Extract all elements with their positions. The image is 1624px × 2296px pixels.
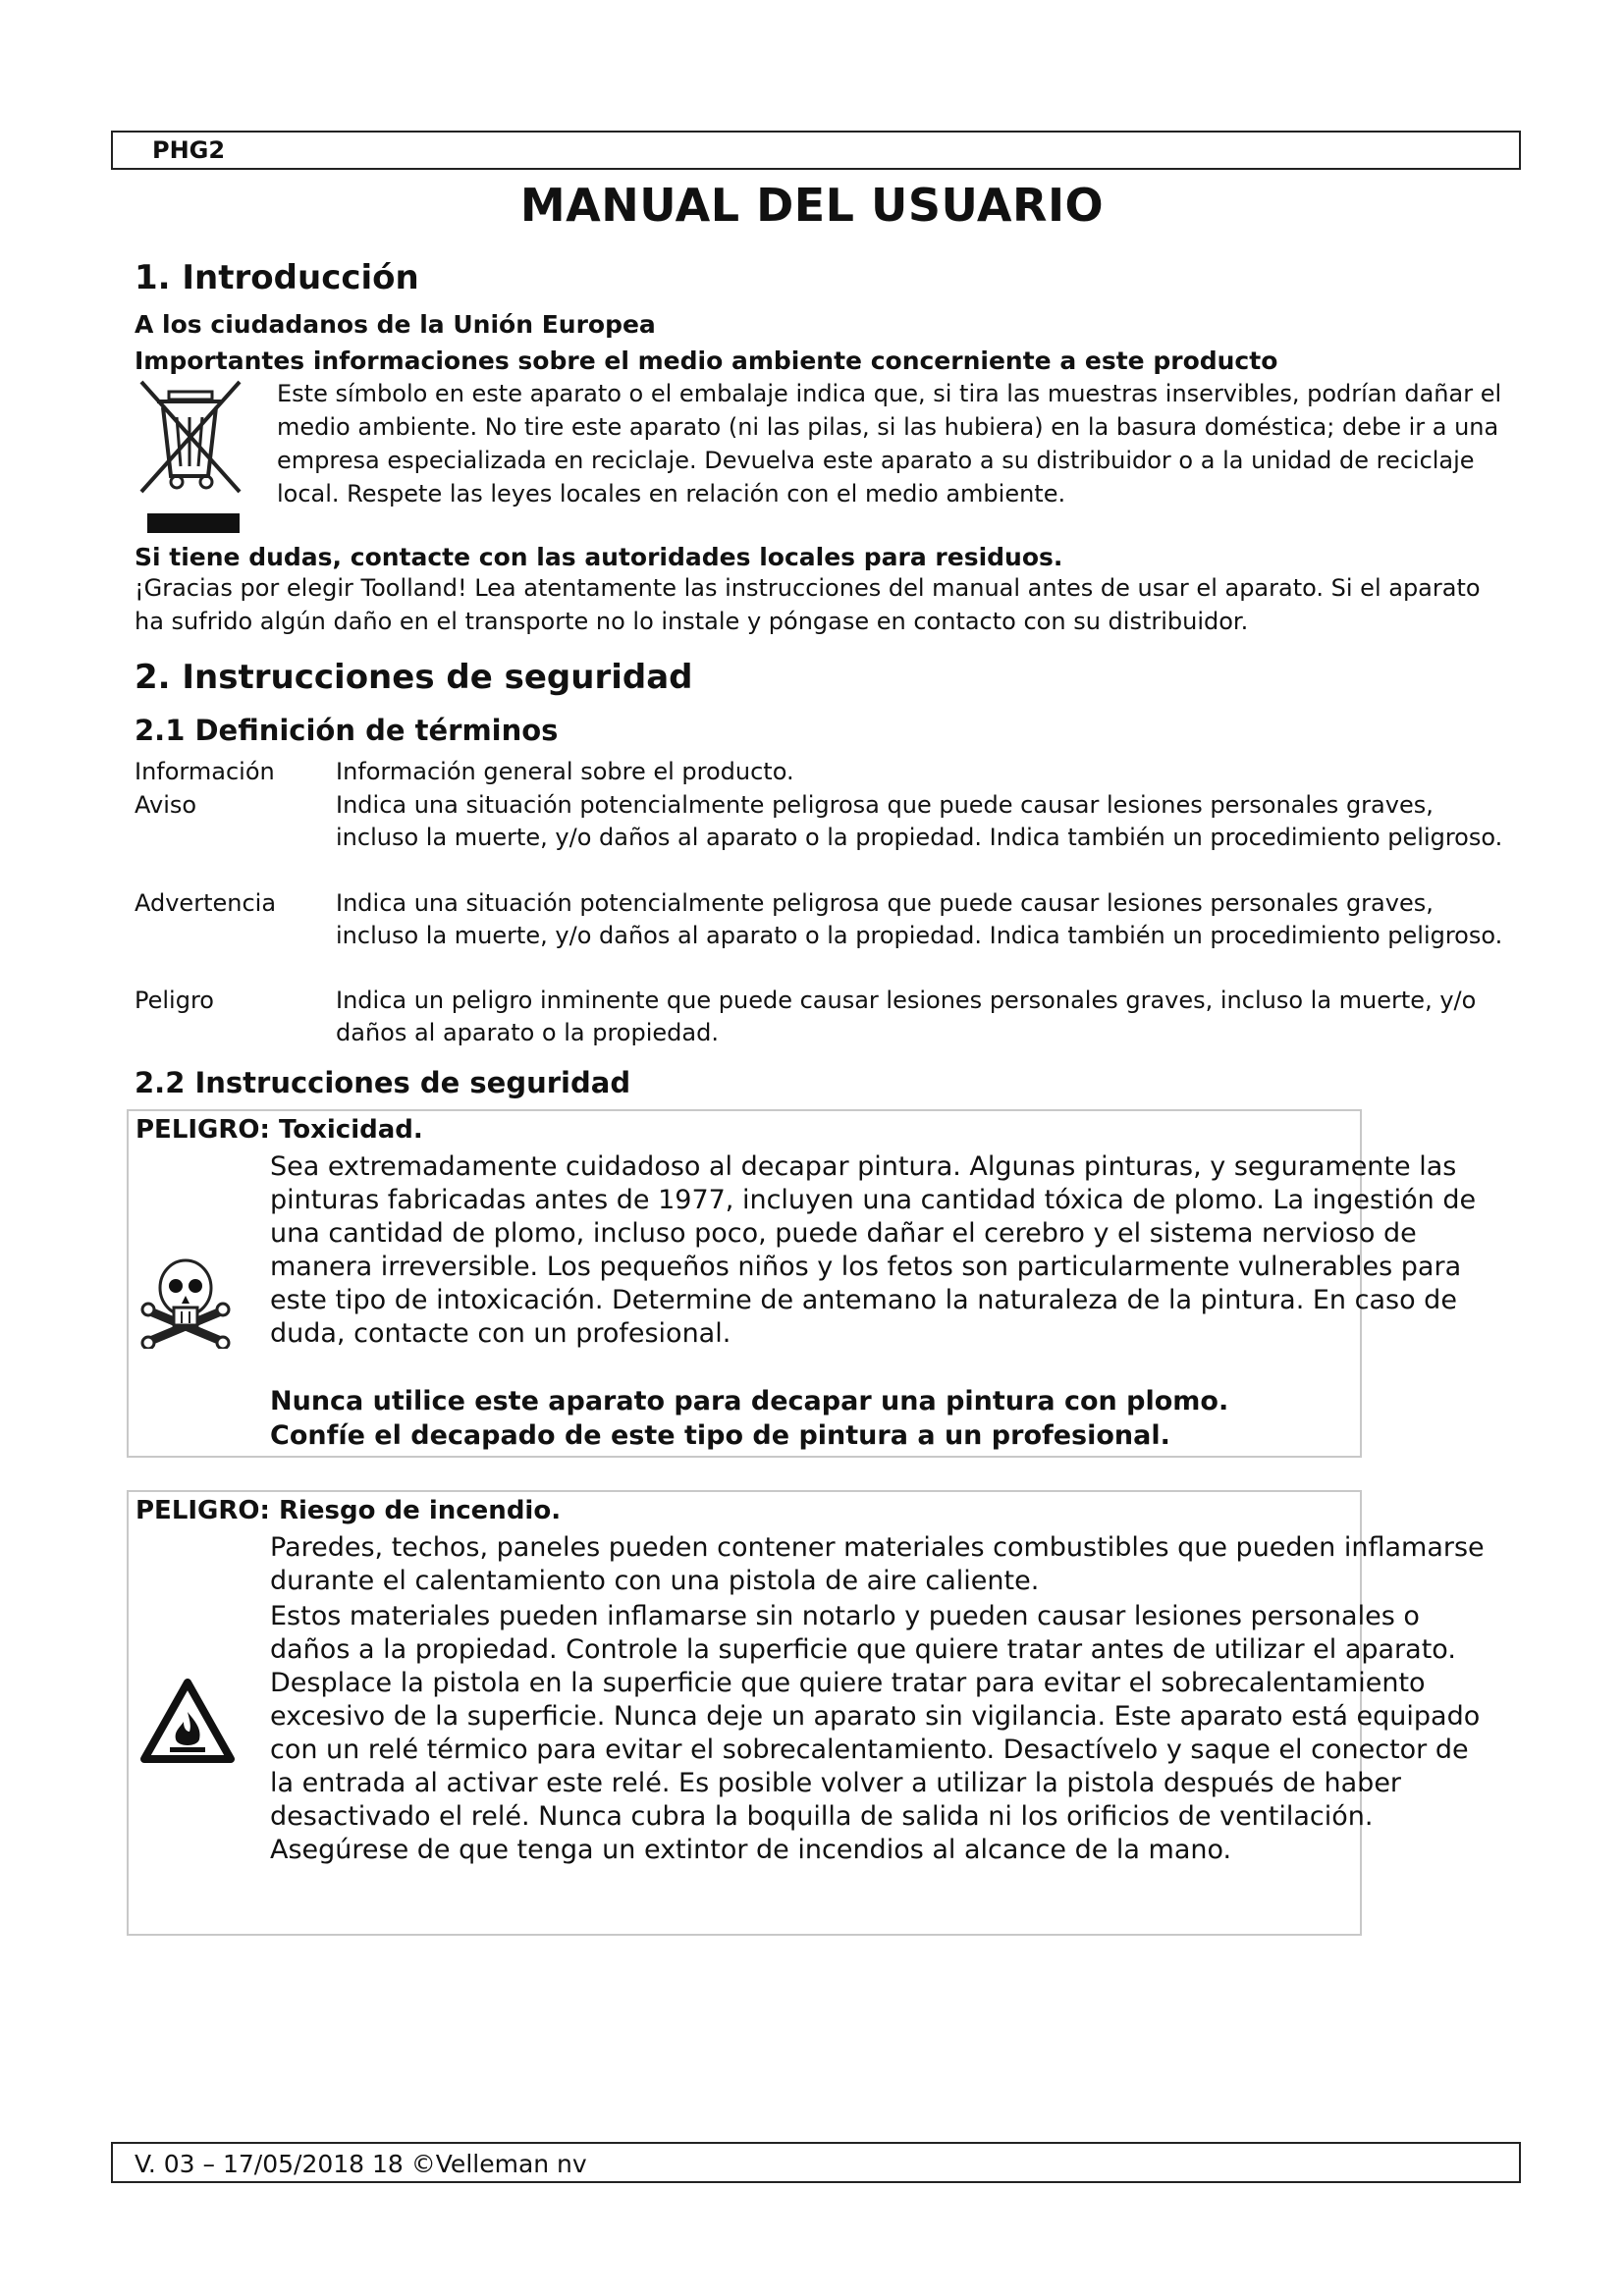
footer-text: V. 03 – 17/05/2018 18 ©Velleman nv [135, 2150, 587, 2178]
term-label: Advertencia [135, 889, 277, 917]
fire-warning-box [127, 1490, 1485, 1936]
term-definition: Indica una situación potencialmente peligrosa que puede causar lesiones personales graves, incluso la muerte, y/o daños al aparato o la propiedad. Indica también un procedimiento peligroso. [336, 889, 1503, 949]
toxicity-warning-text: Sea extremadamente cuidadoso al decapar pintura. Algunas pinturas, y seguramente las pinturas fabricadas antes de 1977, incluyen una cantidad tóxica de plomo. La ingestión de una cantidad de plomo, incluso poco, puede dañar el cerebro y el sistema nervioso de manera irreversible. Los pequeños niños y los fetos son particularmente vulnerables para este tipo de intoxicación. Determine de antemano la naturaleza de la pintura. En caso de duda, contacte con un profesional. [270, 1151, 1477, 1349]
footer-box [111, 2142, 1521, 2183]
section-1-heading: 1. Introducción [135, 258, 419, 297]
doubts-text: Si tiene dudas, contacte con las autoridades locales para residuos. [135, 543, 1063, 571]
weee-text: Este símbolo en este aparato o el embalaje indica que, si tira las muestras inservibles, podrían dañar el medio ambiente. No tire este aparato (ni las pilas, si las hubiera) en la basura doméstica; debe ir a una empresa especializada en reciclaje. Devuelva este aparato a su distribuidor o a la unidad de reciclaje local. Respete las leyes locales en relación con el medio ambiente. [277, 380, 1502, 507]
fire-warning-text-1: Paredes, techos, paneles pueden contener materiales combustibles que pueden inflamarse durante el calentamiento con una pistola de aire caliente. [270, 1532, 1485, 1596]
section-2-heading: 2. Instrucciones de seguridad [135, 658, 693, 697]
fire-warning-text-2: Estos materiales pueden inflamarse sin notarlo y pueden causar lesiones personales o daños a la propiedad. Controle la superficie que quiere tratar antes de utilizar el aparato. Desplace la pistola en la superficie que quiere tratar para evitar el sobrecalentamiento excesivo de la superficie. Nunca deje un aparato sin vigilancia. Este aparato está equipado con un relé térmico para evitar el sobrecalentamiento. Desactívelo y saque el conector de la entrada al activar este relé. Es posible volver a utilizar la pistola después de haber desactivado el relé. Nunca cubra la boquilla de salida ni los orificios de ventilación. Asegúrese de que tenga un extintor de incendios al alcance de la mano. [270, 1601, 1481, 1865]
term-definition: Información general sobre el producto. [336, 758, 794, 785]
eu-heading: A los ciudadanos de la Unión Europea [135, 310, 656, 339]
warning-title: PELIGRO: Riesgo de incendio. [135, 1496, 562, 1525]
subsection-2-2-heading: 2.2 Instrucciones de seguridad [135, 1066, 631, 1099]
toxicity-warning-box [127, 1109, 1477, 1458]
flammable-warning-icon [140, 1679, 235, 1763]
thanks-text: ¡Gracias por elegir Toolland! Lea atentamente las instrucciones del manual antes de usar el aparato. Si el aparato ha sufrido algún daño en el transporte no lo instale y póngase en contacto con su distribuidor. [135, 574, 1481, 635]
product-code: PHG2 [152, 136, 226, 164]
term-label: Peligro [135, 987, 214, 1014]
skull-crossbones-icon [136, 1251, 235, 1349]
term-label: Aviso [135, 791, 197, 819]
term-definition: Indica un peligro inminente que puede causar lesiones personales graves, incluso la muerte, y/o daños al aparato o la propiedad. [336, 987, 1477, 1046]
toxicity-warning-bold: Nunca utilice este aparato para decapar una pintura con plomo. [270, 1386, 1229, 1416]
term-label: Información [135, 758, 275, 785]
toxicity-warning-bold: Confíe el decapado de este tipo de pintura a un profesional. [270, 1420, 1170, 1451]
term-definition: Indica una situación potencialmente peligrosa que puede causar lesiones personales graves, incluso la muerte, y/o daños al aparato o la propiedad. Indica también un procedimiento peligroso. [336, 791, 1503, 851]
env-heading: Importantes informaciones sobre el medio ambiente concerniente a este producto [135, 347, 1278, 375]
page-title: MANUAL DEL USUARIO [519, 179, 1105, 232]
header-box [111, 131, 1521, 170]
subsection-2-1-heading: 2.1 Definición de términos [135, 714, 559, 747]
crossed-out-wheelie-bin-icon [137, 378, 245, 535]
warning-title: PELIGRO: Toxicidad. [135, 1115, 423, 1145]
